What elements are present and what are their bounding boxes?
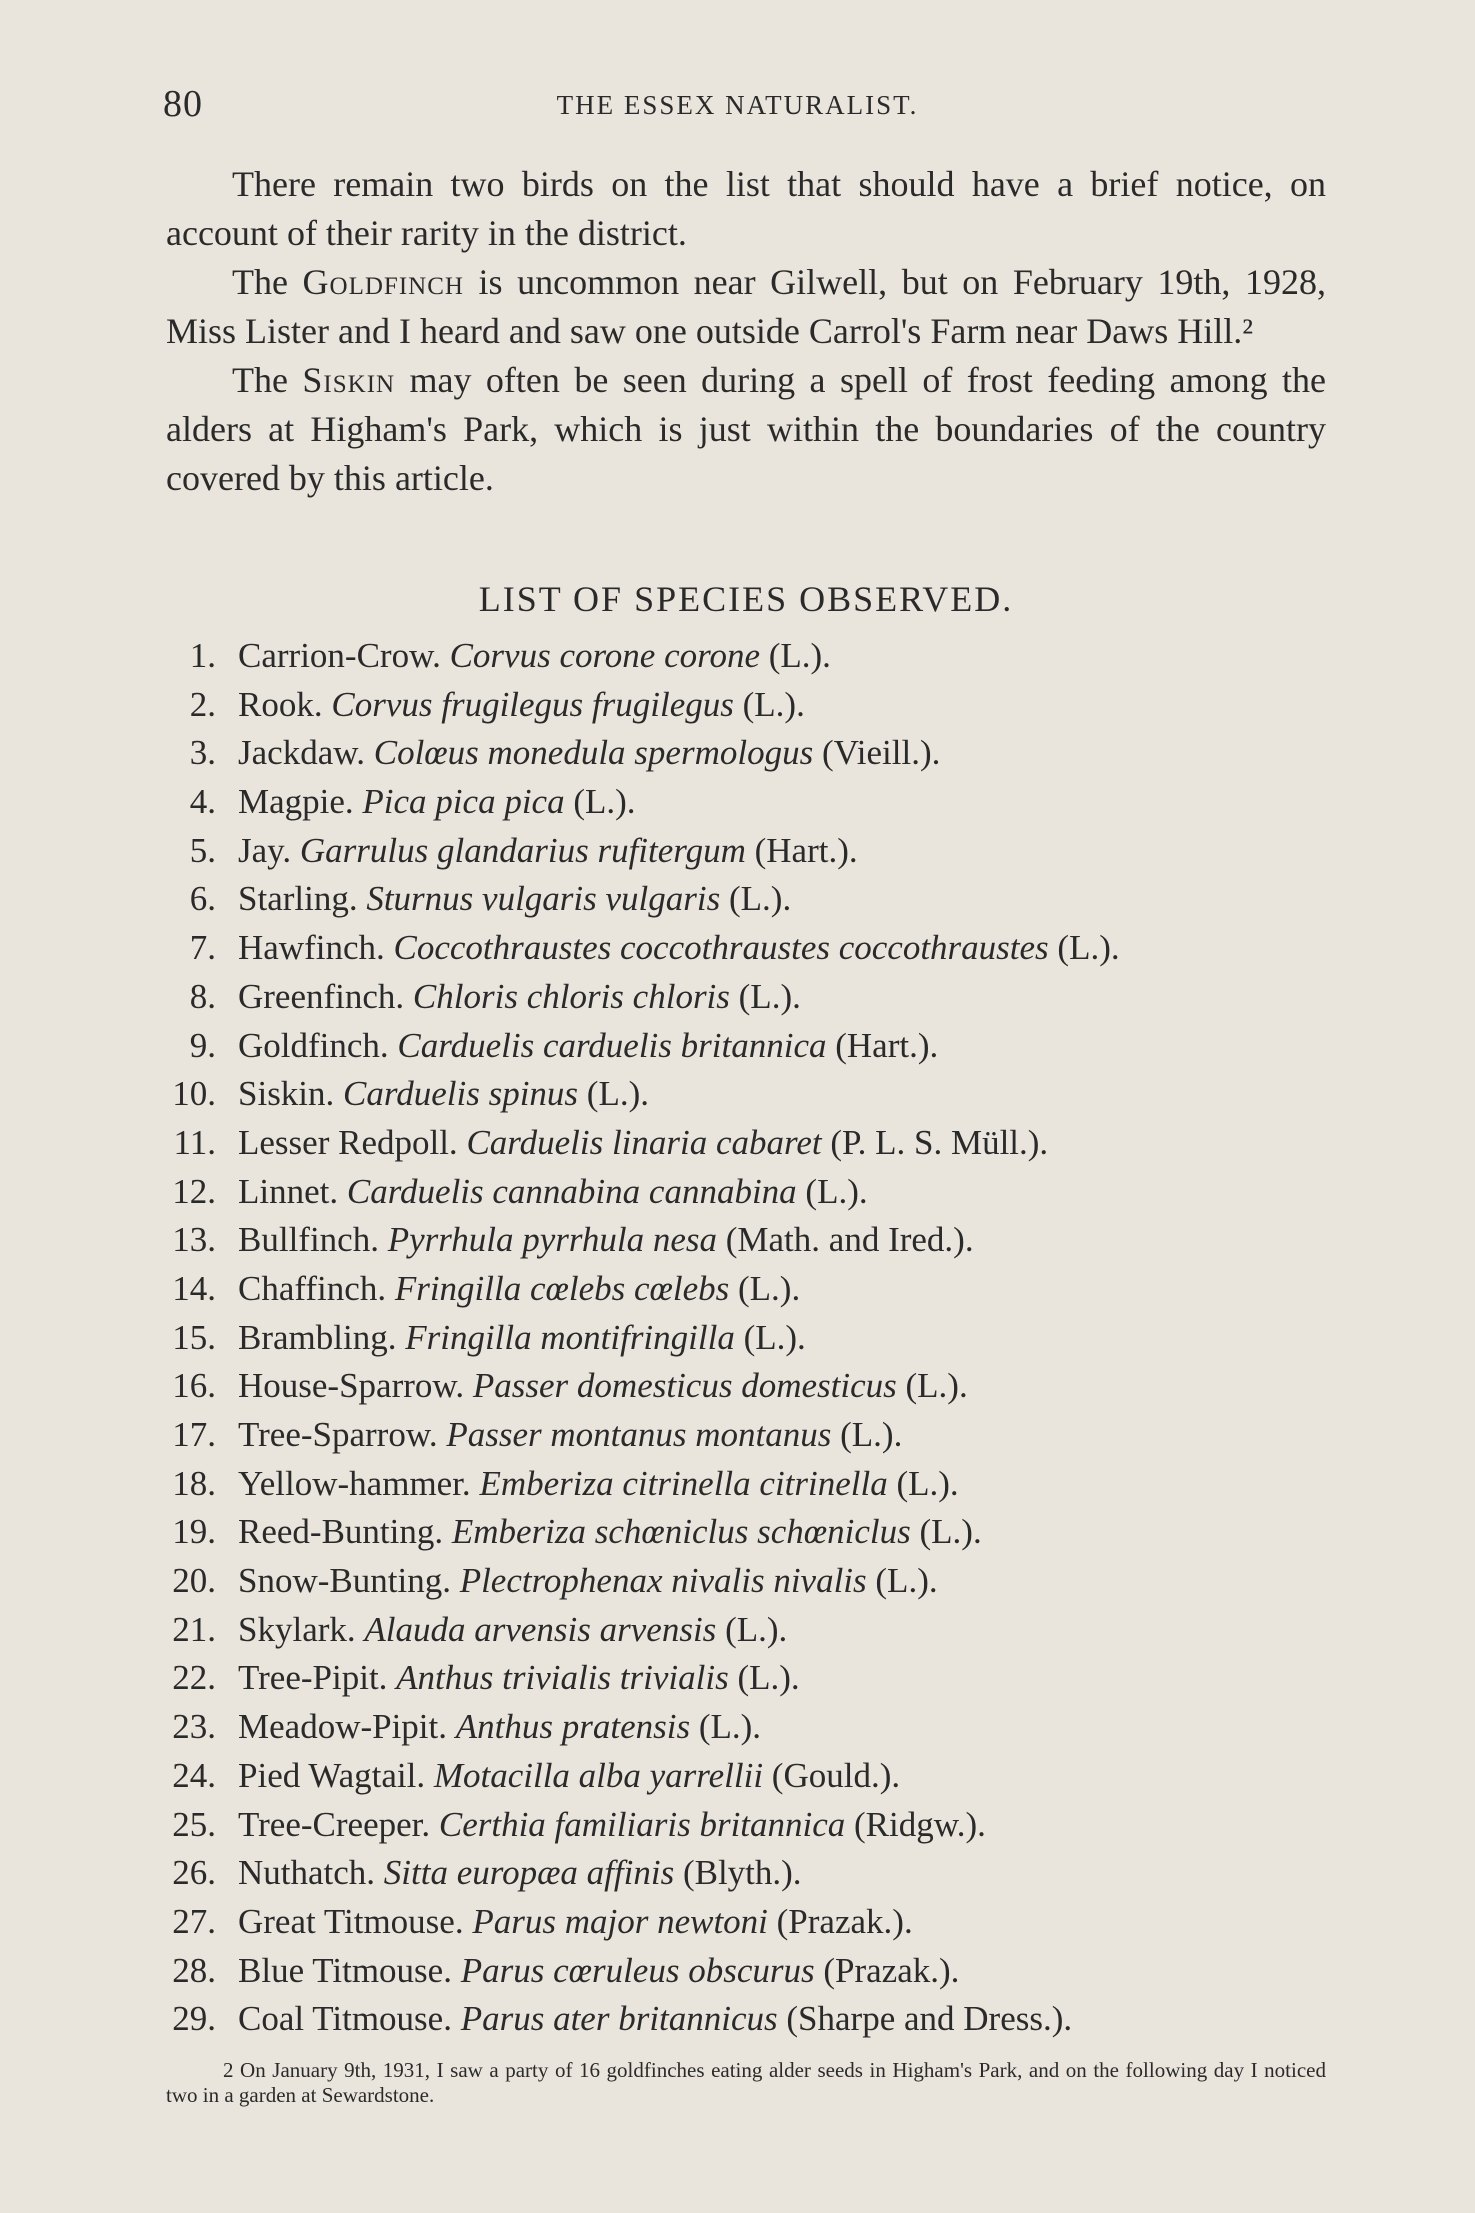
species-common-name: Rook. [238, 684, 323, 724]
species-number: 10. [172, 1074, 216, 1114]
species-common-name: Tree-Creeper. [238, 1804, 431, 1844]
species-authority: (L.). [805, 1171, 868, 1211]
species-authority: (Hart.). [754, 830, 858, 870]
species-number: 6. [189, 879, 216, 919]
species-number: 16. [172, 1366, 216, 1406]
species-common-name: Coal Titmouse. [238, 1999, 452, 2039]
species-item [160, 827, 1340, 876]
paragraph-lead: The [232, 360, 303, 400]
paragraph-text: There remain two birds on the list that should have a brief notice, on account of their rarity in the district. [166, 164, 1326, 253]
species-authority: (Blyth.). [682, 1853, 802, 1893]
footnote-text: 2 On January 9th, 1931, I saw a party of 16 goldfinches eating alder seeds in Higham's Park, and on the following day I noticed two in a garden at Sewardstone. [166, 2058, 1326, 2107]
species-scientific-name: Pyrrhula pyrrhula nesa [387, 1220, 717, 1260]
species-item [160, 924, 1340, 973]
species-common-name: Greenfinch. [238, 976, 405, 1016]
species-item [160, 1119, 1340, 1168]
species-authority: (L.). [743, 1317, 806, 1357]
species-scientific-name: Alauda arvensis arvensis [364, 1609, 717, 1649]
species-authority: (L.). [729, 879, 792, 919]
species-authority: (L.). [875, 1561, 938, 1601]
species-authority: (Prazak.). [823, 1950, 960, 1990]
paragraph [166, 160, 1326, 258]
species-authority: (L.). [742, 684, 805, 724]
species-scientific-name: Motacilla alba yarrellii [433, 1755, 764, 1795]
species-common-name: Snow-Bunting. [238, 1561, 451, 1601]
species-item [160, 973, 1340, 1022]
species-list-heading: LIST OF SPECIES OBSERVED. [478, 579, 1014, 619]
species-common-name: Yellow-hammer. [238, 1463, 471, 1503]
species-scientific-name: Coccothraustes coccothraustes coccothraustes [393, 928, 1049, 968]
species-authority: (Gould.). [771, 1755, 901, 1795]
species-number: 20. [172, 1561, 216, 1601]
species-number: 28. [172, 1950, 216, 1990]
species-scientific-name: Chloris chloris chloris [412, 976, 730, 1016]
species-scientific-name: Emberiza schœniclus schœniclus [451, 1512, 911, 1552]
paragraph-text: is uncommon near Gilwell, but on February 19th, 1928, Miss Lister and I heard and saw one outside Carrol's Farm near Daws Hill.² [166, 262, 1326, 351]
species-item [160, 1557, 1340, 1606]
species-item [160, 1460, 1340, 1509]
species-scientific-name: Parus major newtoni [472, 1901, 768, 1941]
species-number: 7. [189, 928, 216, 968]
species-scientific-name: Anthus trivialis trivialis [396, 1658, 729, 1698]
species-item [160, 1508, 1340, 1557]
species-common-name: Linnet. [238, 1171, 339, 1211]
bird-name-siskin: Siskin [302, 360, 396, 400]
species-item [160, 875, 1340, 924]
species-scientific-name: Carduelis linaria cabaret [466, 1122, 822, 1162]
species-scientific-name: Sturnus vulgaris vulgaris [366, 879, 721, 919]
species-scientific-name: Fringilla cœlebs cœlebs [394, 1268, 730, 1308]
species-common-name: Lesser Redpoll. [238, 1122, 458, 1162]
species-number: 13. [172, 1220, 216, 1260]
species-item [160, 1703, 1340, 1752]
species-number: 26. [172, 1853, 216, 1893]
paragraph [166, 356, 1326, 503]
species-number: 12. [172, 1171, 216, 1211]
species-authority: (Prazak.). [776, 1901, 913, 1941]
species-scientific-name: Sitta europæa affinis [383, 1853, 675, 1893]
species-common-name: Great Titmouse. [238, 1901, 464, 1941]
species-scientific-name: Parus cœruleus obscurus [460, 1950, 815, 1990]
species-item [160, 1654, 1340, 1703]
species-number: 25. [172, 1804, 216, 1844]
species-scientific-name: Certhia familiaris britannica [438, 1804, 846, 1844]
species-number: 14. [172, 1268, 216, 1308]
species-authority: (L.). [768, 636, 831, 675]
species-number: 29. [172, 1999, 216, 2039]
species-scientific-name: Carduelis cannabina cannabina [346, 1171, 797, 1211]
species-scientific-name: Plectrophenax nivalis nivalis [459, 1561, 867, 1601]
species-number: 27. [172, 1901, 216, 1941]
species-scientific-name: Passer montanus montanus [446, 1415, 832, 1454]
species-common-name: Goldfinch. [238, 1025, 389, 1065]
species-authority: (L.). [586, 1074, 649, 1114]
species-number: 1. [189, 636, 216, 675]
paragraph-lead: The [232, 262, 303, 302]
species-common-name: Tree-Pipit. [238, 1658, 388, 1698]
species-number: 2. [189, 684, 216, 724]
species-number: 22. [172, 1658, 216, 1698]
species-number: 19. [172, 1512, 216, 1552]
species-item [160, 729, 1340, 778]
species-item [160, 1606, 1340, 1655]
species-common-name: Reed-Bunting. [238, 1512, 444, 1552]
species-authority: (Sharpe and Dress.). [786, 1999, 1073, 2039]
species-common-name: Bullfinch. [238, 1220, 379, 1260]
page-number: 80 [163, 83, 203, 125]
species-common-name: Pied Wagtail. [238, 1755, 426, 1795]
species-number: 4. [189, 782, 216, 822]
species-common-name: Siskin. [238, 1074, 335, 1114]
running-title: THE ESSEX NATURALIST. [556, 90, 919, 120]
body-text [166, 160, 1326, 503]
species-item [160, 1168, 1340, 1217]
species-authority: (L.). [840, 1415, 903, 1454]
species-authority: (Vieill.). [821, 733, 941, 773]
species-common-name: Brambling. [238, 1317, 397, 1357]
species-item [160, 1947, 1340, 1996]
species-item [160, 1898, 1340, 1947]
species-authority: (L.). [698, 1707, 762, 1747]
species-common-name: Jackdaw. [238, 733, 365, 773]
species-number: 3. [189, 733, 216, 773]
paragraph [166, 258, 1326, 356]
bird-name-goldfinch: Goldfinch [302, 262, 464, 302]
species-authority: (L.). [725, 1609, 788, 1649]
species-authority: (Math. and Ired.). [725, 1220, 974, 1260]
species-scientific-name: Passer domesticus domesticus [472, 1366, 897, 1406]
species-authority: (P. L. S. Müll.). [830, 1122, 1049, 1162]
species-number: 11. [173, 1122, 216, 1162]
species-scientific-name: Colœus monedula spermologus [373, 733, 814, 773]
species-authority: (L.). [738, 1268, 801, 1308]
species-authority: (L.). [738, 976, 801, 1016]
species-number: 24. [172, 1755, 216, 1795]
species-number: 17. [172, 1415, 216, 1454]
species-authority: (L.). [573, 782, 636, 822]
paragraph-text: may often be seen during a spell of frost feeding among the alders at Higham's Park, which is just within the boundaries of the country covered by this article. [166, 360, 1326, 498]
species-common-name: Magpie. [238, 782, 354, 822]
species-common-name: Tree-Sparrow. [238, 1415, 438, 1454]
species-item [160, 1362, 1340, 1411]
species-item [160, 1022, 1340, 1071]
species-common-name: Jay. [238, 830, 292, 870]
species-common-name: Chaffinch. [238, 1268, 387, 1308]
species-item [160, 632, 1340, 681]
species-item [160, 1995, 1340, 2044]
species-common-name: Starling. [238, 879, 358, 919]
species-scientific-name: Fringilla montifringilla [405, 1317, 735, 1357]
species-number: 15. [172, 1317, 216, 1357]
species-item [160, 1070, 1340, 1119]
species-number: 9. [189, 1025, 216, 1065]
species-common-name: House-Sparrow. [238, 1366, 465, 1406]
species-item [160, 1216, 1340, 1265]
species-authority: (L.). [896, 1463, 959, 1503]
species-scientific-name: Corvus corone corone [449, 636, 760, 675]
species-scientific-name: Garrulus glandarius rufitergum [299, 830, 746, 870]
species-item [160, 1752, 1340, 1801]
species-number: 5. [189, 830, 216, 870]
species-item [160, 1314, 1340, 1363]
species-scientific-name: Carduelis spinus [343, 1074, 579, 1114]
species-common-name: Nuthatch. [238, 1853, 376, 1893]
species-scientific-name: Emberiza citrinella citrinella [479, 1463, 888, 1503]
species-scientific-name: Parus ater britannicus [460, 1999, 778, 2039]
species-common-name: Hawfinch. [238, 928, 385, 968]
species-number: 21. [172, 1609, 216, 1649]
species-authority: (Hart.). [835, 1025, 939, 1065]
footnote [166, 2058, 1326, 2108]
species-item [160, 1265, 1340, 1314]
species-common-name: Meadow-Pipit. [238, 1707, 448, 1747]
species-scientific-name: Pica pica pica [362, 782, 565, 822]
species-authority: (L.). [737, 1658, 800, 1698]
species-common-name: Blue Titmouse. [238, 1950, 452, 1990]
species-authority: (Ridgw.). [854, 1804, 986, 1844]
species-number: 18. [172, 1463, 216, 1503]
species-scientific-name: Anthus pratensis [455, 1707, 691, 1747]
species-item [160, 681, 1340, 730]
species-common-name: Skylark. [238, 1609, 356, 1649]
species-item [160, 1411, 1340, 1460]
species-scientific-name: Corvus frugilegus frugilegus [331, 684, 734, 724]
species-authority: (L.). [1057, 928, 1120, 968]
species-common-name: Carrion-Crow. [238, 636, 441, 675]
species-scientific-name: Carduelis carduelis britannica [397, 1025, 827, 1065]
species-number: 8. [189, 976, 216, 1016]
species-number: 23. [172, 1707, 216, 1747]
species-list [160, 632, 1340, 2044]
species-item [160, 1849, 1340, 1898]
species-authority: (L.). [919, 1512, 982, 1552]
species-item [160, 778, 1340, 827]
species-item [160, 1801, 1340, 1850]
species-authority: (L.). [905, 1366, 968, 1406]
